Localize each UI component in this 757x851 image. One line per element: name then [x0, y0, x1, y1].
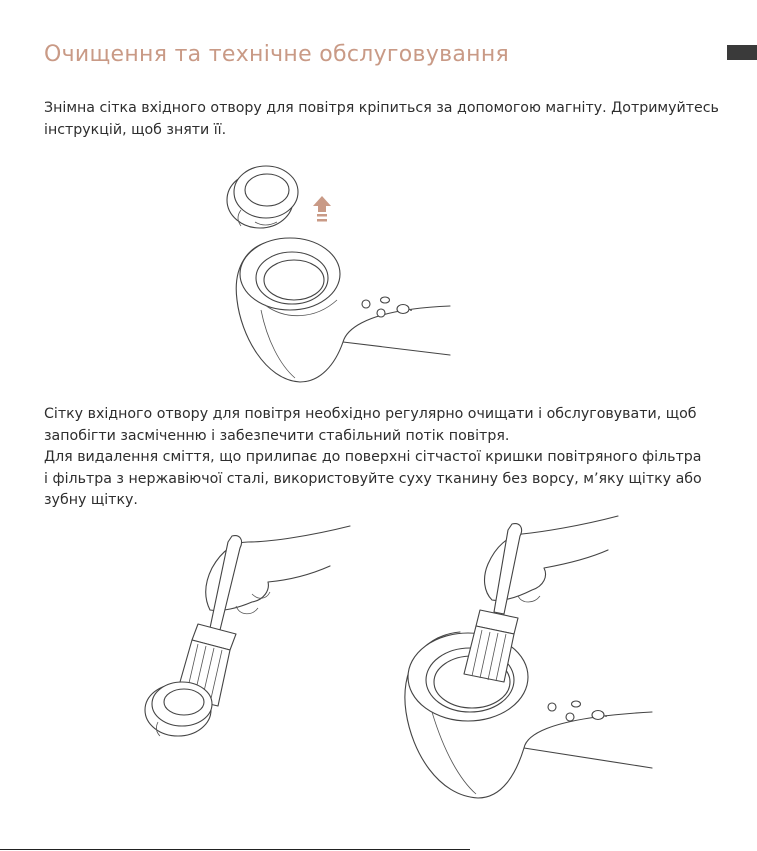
intro-line: інструкцій, щоб зняти її. [44, 121, 227, 138]
inlet-cover [227, 166, 298, 228]
maintenance-line: Для видалення сміття, що прилипає до поверхні сітчастої кришки повітряного фільтра [44, 449, 702, 465]
brush-icon [176, 536, 242, 706]
dryer-body [236, 238, 450, 382]
inlet-cover [145, 682, 212, 736]
remove-cover-illustration [225, 160, 465, 385]
maintenance-line: запобігти засміченню і забезпечити стабільний потік повітря. [44, 427, 510, 444]
maintenance-line: Сітку вхідного отвору для повітря необхідно регулярно очищати і обслуговувати, щоб [44, 406, 697, 422]
maintenance-line: і фільтра з нержавіючої сталі, використовуйте суху тканину без ворсу, м’яку щітку або [44, 470, 702, 487]
brush-dryer-illustration [400, 512, 655, 802]
page-title: Очищення та технічне обслуговування [44, 42, 510, 67]
intro-paragraph [44, 98, 720, 141]
brush-cover-illustration [140, 520, 360, 750]
maintenance-paragraph [44, 404, 720, 512]
dryer-body [405, 632, 652, 798]
footer-rule [0, 849, 470, 850]
arrow-up-icon [313, 196, 331, 222]
maintenance-line: зубну щітку. [44, 492, 138, 508]
intro-line: Знімна сітка вхідного отвору для повітря кріпиться за допомогою магніту. Дотримуйтесь [44, 100, 719, 116]
section-tab-marker [727, 45, 757, 60]
